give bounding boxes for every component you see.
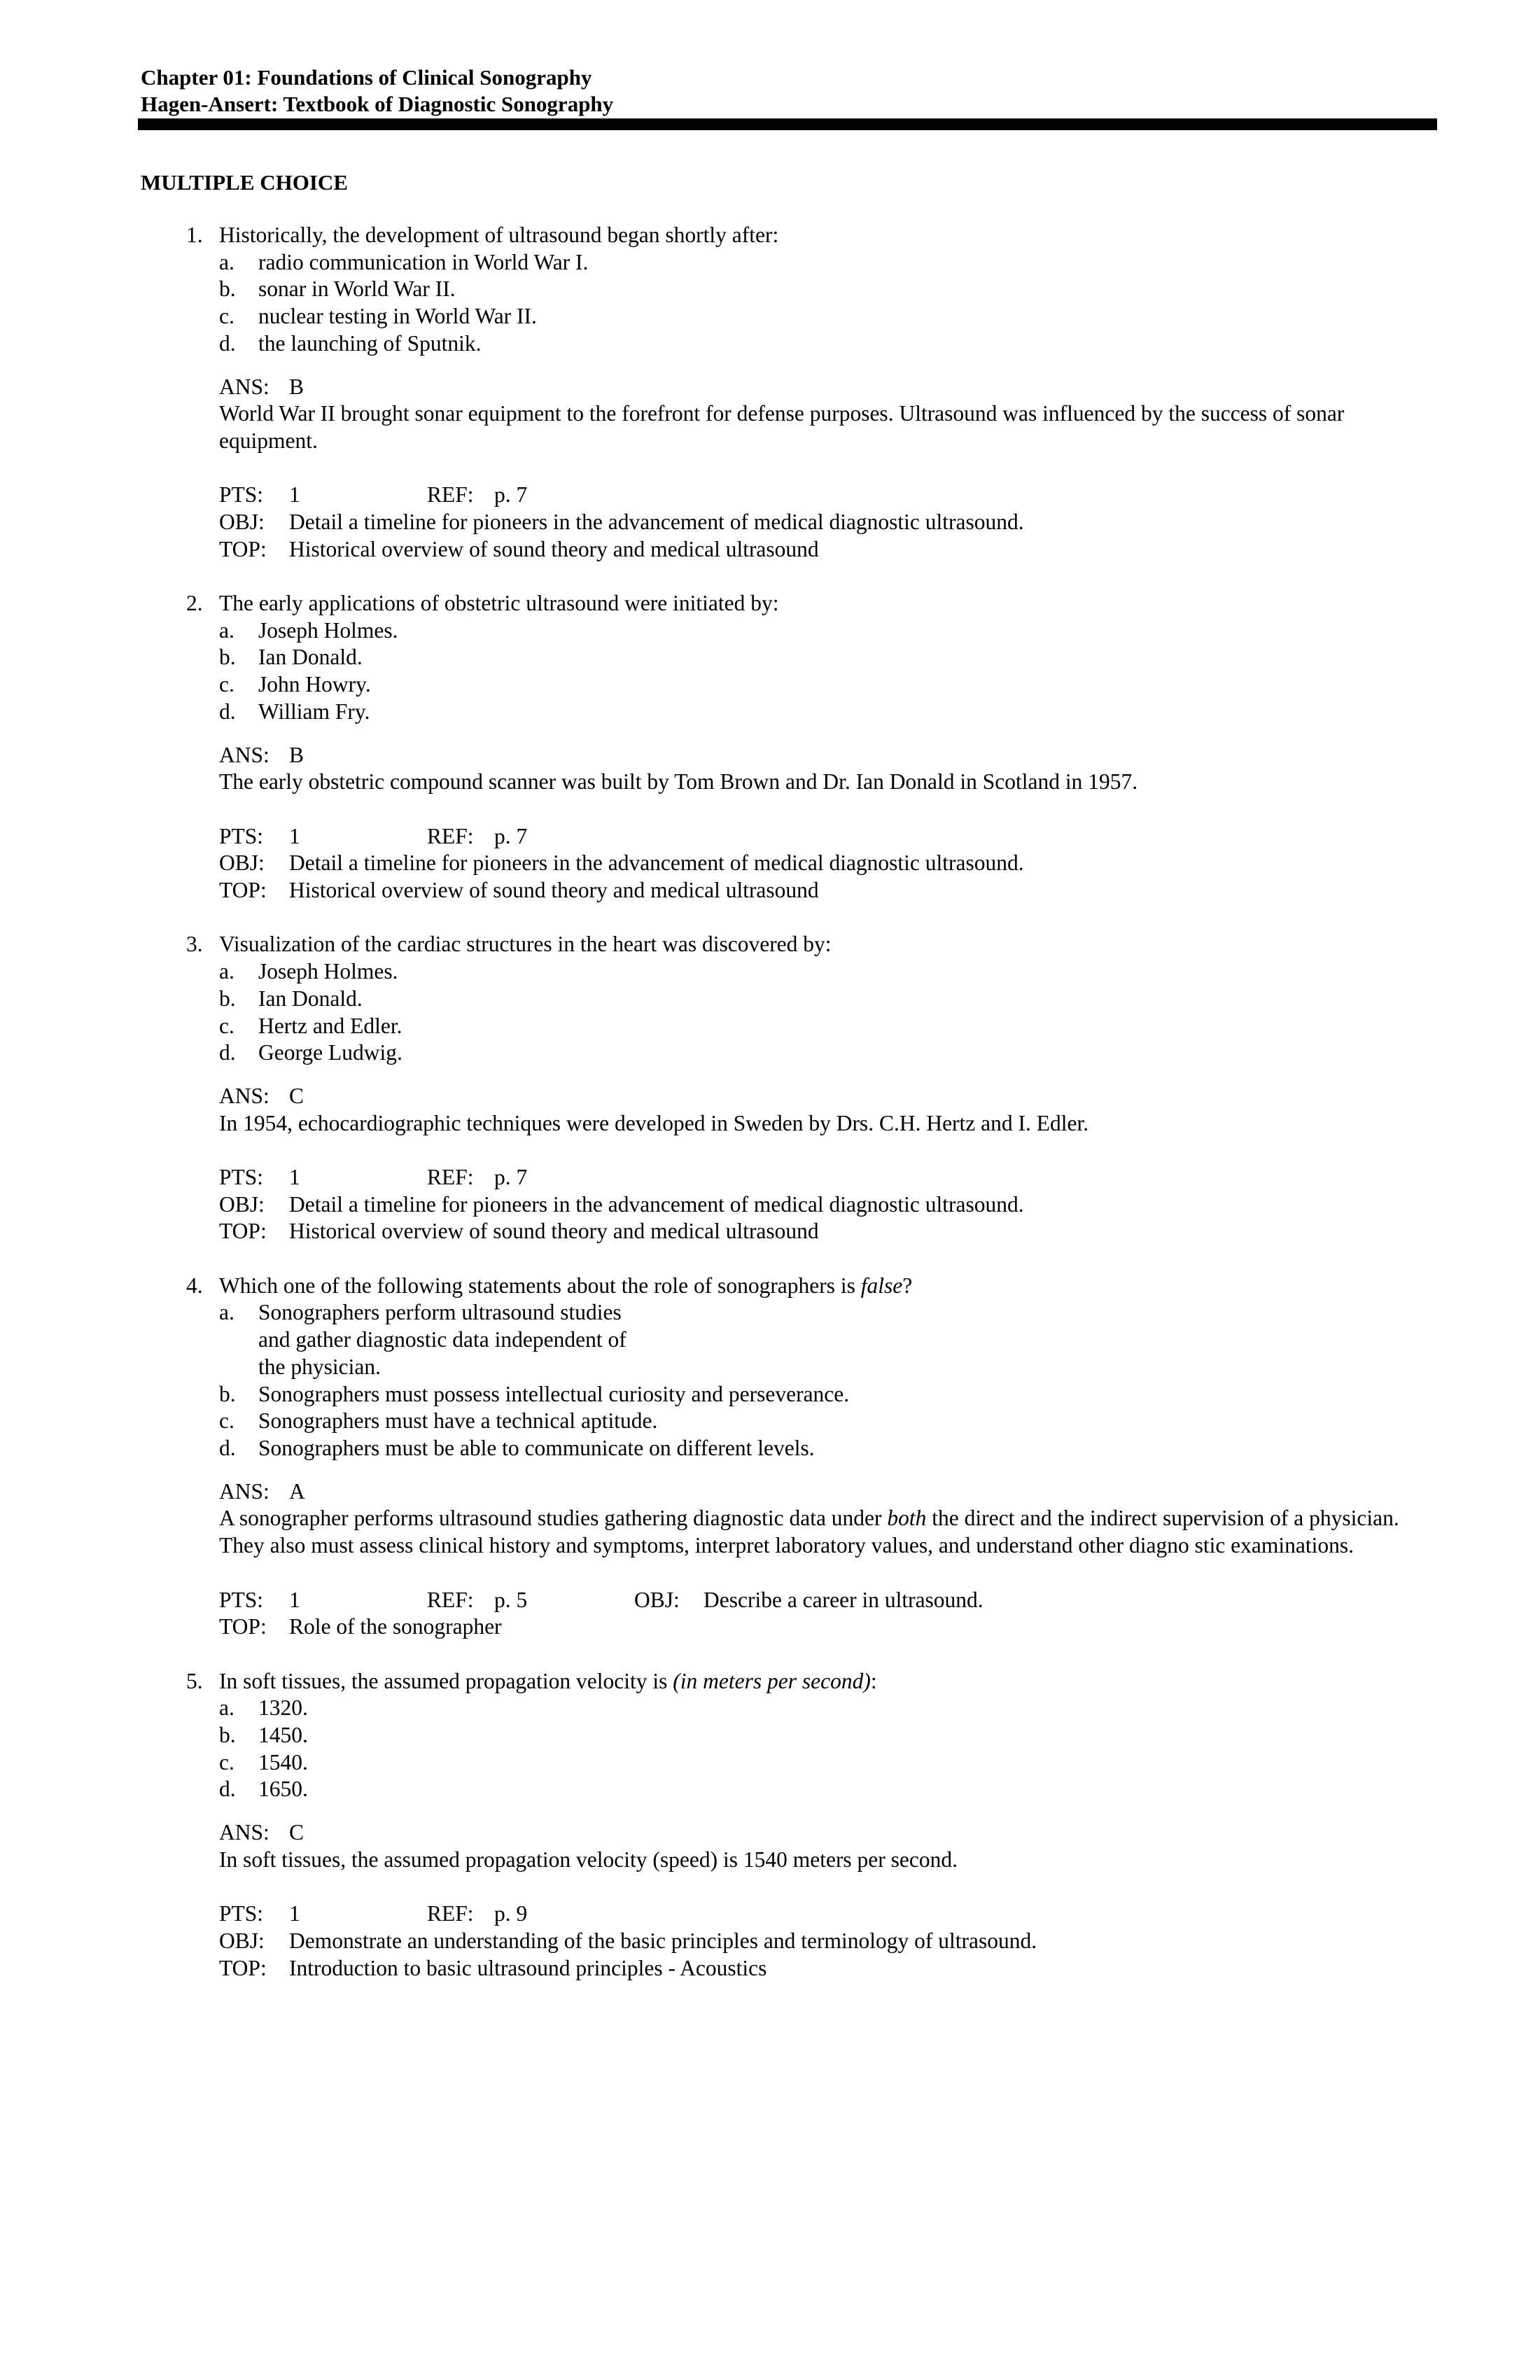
question-meta: [0, 823, 1540, 904]
header-rule: [138, 118, 1437, 130]
answer-label: ANS:: [219, 374, 270, 399]
question-text: Visualization of the cardiac structures in the heart was discovered by:: [219, 932, 832, 957]
option-letter: b.: [219, 986, 236, 1011]
answer-line: [0, 1819, 1540, 1847]
question-number: 4.: [186, 1273, 203, 1298]
pts-label: PTS:: [219, 1165, 264, 1190]
option-text: Sonographers perform ultrasound studies and gather diagnostic data independent of the physician.: [258, 1300, 626, 1379]
obj-label: OBJ:: [219, 850, 265, 876]
pts-ref-row: [219, 1900, 1540, 1928]
question-stem: [0, 590, 1540, 617]
option-letter: b.: [219, 645, 236, 670]
option-a: [0, 1695, 1540, 1722]
question-number: 2.: [186, 591, 203, 616]
question-stem: [0, 931, 1540, 958]
ref-value: p. 7: [494, 482, 528, 507]
question-number: 1.: [186, 223, 203, 247]
ref-label: REF:: [427, 823, 474, 848]
obj-row: [219, 1191, 1540, 1219]
question-stem: [0, 222, 1540, 249]
top-value: Historical overview of sound theory and medical ultrasound: [289, 536, 819, 561]
pts-label: PTS:: [219, 482, 264, 507]
option-text: 1540.: [258, 1749, 308, 1774]
question-2: [0, 590, 1540, 904]
option-text: Joseph Holmes.: [258, 959, 398, 984]
option-list: [0, 1299, 1540, 1462]
option-letter: c.: [219, 1749, 234, 1774]
option-b: [0, 1381, 1540, 1408]
top-value: Historical overview of sound theory and medical ultrasound: [289, 1219, 819, 1244]
option-b: [0, 644, 1540, 671]
option-text: Sonographers must be able to communicate on different levels.: [258, 1436, 815, 1460]
pts-value: 1: [289, 1165, 300, 1190]
option-c: [0, 1749, 1540, 1777]
question-4: [0, 1273, 1540, 1641]
obj-label: OBJ:: [219, 510, 265, 534]
answer-value: B: [289, 742, 304, 767]
rationale: The early obstetric compound scanner was built by Tom Brown and Dr. Ian Donald in Scotland in 1957.: [219, 769, 1138, 794]
question-text: [219, 1273, 912, 1298]
option-text: Sonographers must possess intellectual curiosity and perseverance.: [258, 1381, 850, 1406]
option-text: sonar in World War II.: [258, 276, 456, 302]
top-label: TOP:: [219, 1955, 267, 1980]
question-text-part: In soft tissues, the assumed propagation velocity is: [219, 1668, 673, 1693]
section-title: MULTIPLE CHOICE: [141, 170, 348, 195]
pts-label: PTS:: [219, 823, 264, 848]
answer-value: B: [289, 374, 304, 399]
answer-value: C: [289, 1083, 304, 1108]
option-c: [0, 1013, 1540, 1040]
top-value: Introduction to basic ultrasound principles - Acoustics: [289, 1955, 767, 1980]
question-text-part: Which one of the following statements about the role of sonographers is: [219, 1273, 861, 1298]
question-list: [0, 222, 1540, 2009]
option-letter: b.: [219, 276, 236, 302]
top-row: [219, 536, 1540, 564]
ref-value: p. 5: [494, 1587, 528, 1612]
option-text: George Ludwig.: [258, 1040, 402, 1065]
question-meta: [0, 482, 1540, 563]
obj-label: OBJ:: [219, 1191, 265, 1217]
rationale: World War II brought sonar equipment to the forefront for defense purposes. Ultrasound was influenced by the success of sonar equipment.: [219, 401, 1345, 453]
pts-label: PTS:: [219, 1587, 264, 1612]
rationale: In 1954, echocardiographic techniques were developed in Sweden by Drs. C.H. Hertz and I. Edler.: [219, 1110, 1089, 1135]
option-letter: c.: [219, 1013, 234, 1038]
pts-label: PTS:: [219, 1901, 264, 1926]
option-d: [0, 699, 1540, 726]
obj-label: OBJ:: [219, 1928, 265, 1953]
option-text: 1650.: [258, 1777, 308, 1802]
option-b: [0, 986, 1540, 1013]
option-text: Ian Donald.: [258, 645, 363, 670]
ref-value: p. 7: [494, 823, 528, 848]
answer-label: ANS:: [219, 1083, 270, 1108]
question-meta: [0, 1900, 1540, 1982]
pts-ref-row: [219, 1164, 1540, 1191]
top-row: [219, 1614, 1540, 1641]
question-stem: [0, 1668, 1540, 1695]
option-letter: d.: [219, 330, 236, 356]
option-d: [0, 1435, 1540, 1462]
question-number: 3.: [186, 932, 203, 957]
option-text: 1320.: [258, 1695, 308, 1721]
option-letter: c.: [219, 1408, 234, 1434]
option-letter: a.: [219, 1695, 234, 1721]
option-text: radio communication in World War I.: [258, 249, 589, 274]
option-letter: d.: [219, 1040, 236, 1065]
answer-value: A: [289, 1478, 305, 1504]
option-b: [0, 1722, 1540, 1749]
option-text: Joseph Holmes.: [258, 617, 398, 643]
top-row: [219, 1955, 1540, 1982]
option-text: 1450.: [258, 1722, 308, 1747]
option-list: [0, 1695, 1540, 1803]
option-a: [0, 1299, 1540, 1380]
option-letter: c.: [219, 672, 234, 697]
top-label: TOP:: [219, 1219, 267, 1244]
pts-ref-row: [219, 823, 1540, 850]
obj-value: Detail a timeline for pioneers in the advancement of medical diagnostic ultrasound.: [289, 510, 1024, 534]
question-text-part: ?: [902, 1273, 913, 1298]
option-c: [0, 303, 1540, 330]
question-5: [0, 1668, 1540, 1982]
option-list: [0, 958, 1540, 1067]
question-text-part: :: [870, 1668, 877, 1693]
option-letter: b.: [219, 1381, 236, 1406]
ref-label: REF:: [427, 1587, 474, 1612]
option-list: [0, 249, 1540, 358]
option-b: [0, 276, 1540, 303]
option-text: Ian Donald.: [258, 986, 363, 1011]
option-d: [0, 330, 1540, 358]
book-title: Hagen-Ansert: Textbook of Diagnostic Sonography: [141, 92, 614, 116]
top-row: [219, 877, 1540, 904]
page-header: [141, 64, 613, 118]
question-meta: [0, 1587, 1540, 1641]
option-a: [0, 958, 1540, 986]
option-letter: d.: [219, 1777, 236, 1802]
pts-ref-row: [219, 482, 1540, 509]
ref-value: p. 7: [494, 1165, 528, 1190]
question-text: The early applications of obstetric ultrasound were initiated by:: [219, 591, 779, 616]
top-value: Role of the sonographer: [289, 1614, 502, 1639]
top-label: TOP:: [219, 878, 267, 903]
option-a: [0, 249, 1540, 276]
option-d: [0, 1040, 1540, 1067]
obj-value: Detail a timeline for pioneers in the advancement of medical diagnostic ultrasound.: [289, 1191, 1024, 1217]
pts-value: 1: [289, 1901, 300, 1926]
ref-value: p. 9: [494, 1901, 528, 1926]
ref-label: REF:: [427, 1165, 474, 1190]
obj-row: [219, 509, 1540, 536]
question-meta: [0, 1164, 1540, 1245]
option-list: [0, 617, 1540, 726]
option-text: the launching of Sputnik.: [258, 330, 482, 356]
option-text: nuclear testing in World War II.: [258, 304, 537, 329]
question-text: [219, 1669, 877, 1693]
pts-ref-obj-row: [219, 1587, 1540, 1614]
top-value: Historical overview of sound theory and medical ultrasound: [289, 878, 819, 903]
ref-label: REF:: [427, 482, 474, 507]
ref-label: REF:: [427, 1901, 474, 1926]
option-letter: a.: [219, 249, 234, 274]
option-c: [0, 1408, 1540, 1435]
rationale-emphasis: both: [887, 1506, 927, 1531]
answer-line: [0, 1083, 1540, 1110]
option-letter: b.: [219, 1722, 236, 1747]
answer-label: ANS:: [219, 1820, 270, 1845]
rationale: In soft tissues, the assumed propagation velocity (speed) is 1540 meters per second.: [219, 1847, 958, 1872]
question-1: [0, 222, 1540, 563]
option-text: Sonographers must have a technical aptitude.: [258, 1408, 658, 1434]
answer-line: [0, 374, 1540, 401]
obj-row: [219, 850, 1540, 877]
option-text: John Howry.: [258, 672, 371, 697]
answer-label: ANS:: [219, 1478, 270, 1504]
answer-line: [0, 742, 1540, 769]
rationale: [0, 1505, 1540, 1559]
option-text: William Fry.: [258, 699, 370, 724]
option-letter: a.: [219, 959, 234, 984]
top-row: [219, 1218, 1540, 1245]
question-text: Historically, the development of ultrasound began shortly after:: [219, 223, 779, 247]
top-label: TOP:: [219, 536, 267, 561]
answer-label: ANS:: [219, 742, 270, 767]
question-number: 5.: [186, 1668, 203, 1693]
obj-row: [219, 1928, 1540, 1955]
obj-label: OBJ:: [634, 1587, 680, 1612]
rationale-part: A sonographer performs ultrasound studies gathering diagnostic data under: [219, 1506, 888, 1531]
option-letter: a.: [219, 617, 234, 643]
pts-value: 1: [289, 482, 300, 507]
option-text: Hertz and Edler.: [258, 1013, 402, 1038]
question-text-emphasis: false: [860, 1273, 903, 1298]
obj-value: Describe a career in ultrasound.: [704, 1587, 983, 1612]
pts-value: 1: [289, 823, 300, 848]
question-text-emphasis: (in meters per second): [673, 1668, 871, 1693]
question-stem: [0, 1273, 1540, 1300]
answer-line: [0, 1478, 1540, 1506]
rationale-part: the direct and the indirect supervision of a physician. They also must assess clinical history and symptoms, interpret laboratory values, and understand other diagno stic examinations.: [219, 1506, 1399, 1558]
option-letter: c.: [219, 304, 234, 329]
answer-value: C: [289, 1820, 304, 1845]
chapter-title: Chapter 01: Foundations of Clinical Sonography: [141, 65, 592, 90]
obj-value: Demonstrate an understanding of the basic principles and terminology of ultrasound.: [289, 1928, 1037, 1953]
option-letter: d.: [219, 1436, 236, 1460]
question-3: [0, 931, 1540, 1245]
option-letter: d.: [219, 699, 236, 724]
pts-value: 1: [289, 1587, 300, 1612]
option-c: [0, 671, 1540, 699]
top-label: TOP:: [219, 1614, 267, 1639]
option-letter: a.: [219, 1300, 234, 1325]
obj-value: Detail a timeline for pioneers in the advancement of medical diagnostic ultrasound.: [289, 850, 1024, 876]
option-a: [0, 617, 1540, 645]
option-d: [0, 1776, 1540, 1803]
